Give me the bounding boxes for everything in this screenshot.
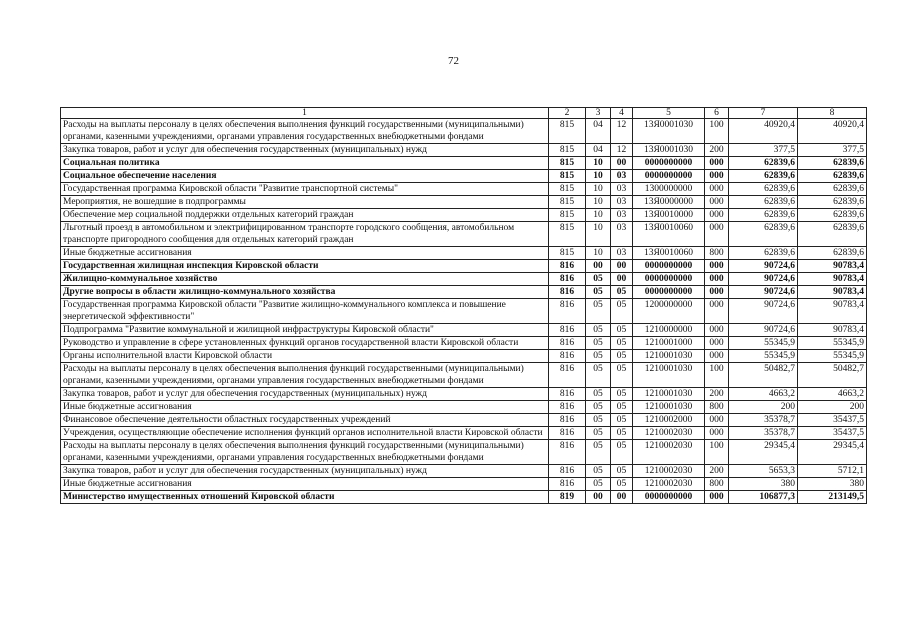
target-article-cell: 1210001000: [633, 337, 705, 350]
amount-year1-cell: 62839,6: [729, 247, 798, 260]
table-row: [61, 427, 867, 440]
table-row: [61, 299, 867, 324]
section-code-cell: 10: [586, 183, 611, 196]
subsection-code-cell: 00: [611, 273, 633, 286]
ministry-code-cell: 816: [549, 478, 586, 491]
item-name-cell: Государственная жилищная инспекция Кировской области: [61, 260, 549, 273]
item-name-cell: Иные бюджетные ассигнования: [61, 247, 549, 260]
expense-type-cell: 000: [705, 427, 729, 440]
item-name-cell: Закупка товаров, работ и услуг для обеспечения государственных (муниципальных) нужд: [61, 465, 549, 478]
header-cell: 3: [586, 108, 611, 119]
amount-year2-cell: 4663,2: [798, 388, 867, 401]
ministry-code-cell: 815: [549, 183, 586, 196]
subsection-code-cell: 00: [611, 260, 633, 273]
item-name-cell: Льготный проезд в автомобильном и электрифицированном транспорте городского сообщения, автомобильном транспорте пригородного сообщения для отдельных категорий граждан: [61, 222, 549, 247]
item-name-cell: Учреждения, осуществляющие обеспечение исполнения функций органов исполнительной власти Кировской области: [61, 427, 549, 440]
ministry-code-cell: 815: [549, 119, 586, 144]
ministry-code-cell: 819: [549, 491, 586, 504]
item-name-cell: Финансовое обеспечение деятельности областных государственных учреждений: [61, 414, 549, 427]
table-row: [61, 440, 867, 465]
amount-year2-cell: 62839,6: [798, 170, 867, 183]
target-article-cell: 0000000000: [633, 491, 705, 504]
subsection-code-cell: 05: [611, 440, 633, 465]
item-name-cell: Органы исполнительной власти Кировской области: [61, 350, 549, 363]
item-name-cell: Обеспечение мер социальной поддержки отдельных категорий граждан: [61, 209, 549, 222]
amount-year2-cell: 200: [798, 401, 867, 414]
section-code-cell: 10: [586, 170, 611, 183]
expense-type-cell: 000: [705, 209, 729, 222]
item-name-cell: Государственная программа Кировской области "Развитие транспортной системы": [61, 183, 549, 196]
item-name-cell: Расходы на выплаты персоналу в целях обеспечения выполнения функций государственными (муниципальными) органами, казенными учреждениями, органами управления государственных внебюджетными фондами: [61, 119, 549, 144]
amount-year2-cell: 62839,6: [798, 222, 867, 247]
section-code-cell: 10: [586, 196, 611, 209]
item-name-cell: Министерство имущественных отношений Кировской области: [61, 491, 549, 504]
target-article-cell: 13Я0010060: [633, 222, 705, 247]
header-cell: 2: [549, 108, 586, 119]
expense-type-cell: 800: [705, 478, 729, 491]
section-code-cell: 00: [586, 260, 611, 273]
page-number: 72: [448, 55, 459, 67]
section-code-cell: 05: [586, 286, 611, 299]
target-article-cell: 1210002030: [633, 465, 705, 478]
section-code-cell: 05: [586, 350, 611, 363]
amount-year2-cell: 5712,1: [798, 465, 867, 478]
table-row: [61, 401, 867, 414]
expense-type-cell: 100: [705, 440, 729, 465]
amount-year2-cell: 55345,9: [798, 337, 867, 350]
item-name-cell: Руководство и управление в сфере установленных функций органов государственной власти Кировской области: [61, 337, 549, 350]
ministry-code-cell: 816: [549, 440, 586, 465]
section-code-cell: 05: [586, 363, 611, 388]
item-name-cell: Расходы на выплаты персоналу в целях обеспечения выполнения функций государственными (муниципальными) органами, казенными учреждениями, органами управления государственных внебюджетными фондами: [61, 363, 549, 388]
expense-type-cell: 000: [705, 324, 729, 337]
item-name-cell: Социальная политика: [61, 157, 549, 170]
item-name-cell: Иные бюджетные ассигнования: [61, 401, 549, 414]
subsection-code-cell: 12: [611, 144, 633, 157]
table-row: [61, 491, 867, 504]
target-article-cell: 1210002030: [633, 478, 705, 491]
expense-type-cell: 200: [705, 465, 729, 478]
table-row: [61, 414, 867, 427]
expense-type-cell: 000: [705, 196, 729, 209]
target-article-cell: 0000000000: [633, 273, 705, 286]
subsection-code-cell: 00: [611, 491, 633, 504]
ministry-code-cell: 816: [549, 427, 586, 440]
target-article-cell: 0000000000: [633, 260, 705, 273]
target-article-cell: 0000000000: [633, 157, 705, 170]
amount-year1-cell: 35378,7: [729, 427, 798, 440]
amount-year2-cell: 29345,4: [798, 440, 867, 465]
section-code-cell: 05: [586, 478, 611, 491]
ministry-code-cell: 815: [549, 196, 586, 209]
header-cell: 7: [729, 108, 798, 119]
expense-type-cell: 800: [705, 247, 729, 260]
header-cell: 1: [61, 108, 549, 119]
header-cell: 8: [798, 108, 867, 119]
section-code-cell: 05: [586, 299, 611, 324]
expense-type-cell: 800: [705, 401, 729, 414]
subsection-code-cell: 03: [611, 196, 633, 209]
target-article-cell: 13Я0001030: [633, 144, 705, 157]
section-code-cell: 05: [586, 465, 611, 478]
subsection-code-cell: 03: [611, 209, 633, 222]
amount-year2-cell: 40920,4: [798, 119, 867, 144]
amount-year1-cell: 380: [729, 478, 798, 491]
amount-year1-cell: 62839,6: [729, 196, 798, 209]
amount-year1-cell: 377,5: [729, 144, 798, 157]
item-name-cell: Социальное обеспечение населения: [61, 170, 549, 183]
amount-year2-cell: 377,5: [798, 144, 867, 157]
amount-year2-cell: 62839,6: [798, 209, 867, 222]
table-row: [61, 465, 867, 478]
expense-type-cell: 000: [705, 286, 729, 299]
budget-table: [60, 107, 867, 504]
ministry-code-cell: 816: [549, 401, 586, 414]
expense-type-cell: 000: [705, 299, 729, 324]
subsection-code-cell: 05: [611, 350, 633, 363]
amount-year2-cell: 35437,5: [798, 414, 867, 427]
subsection-code-cell: 05: [611, 324, 633, 337]
subsection-code-cell: 05: [611, 337, 633, 350]
section-code-cell: 05: [586, 337, 611, 350]
ministry-code-cell: 816: [549, 388, 586, 401]
table-row: [61, 388, 867, 401]
section-code-cell: 05: [586, 273, 611, 286]
ministry-code-cell: 816: [549, 465, 586, 478]
amount-year1-cell: 106877,3: [729, 491, 798, 504]
ministry-code-cell: 816: [549, 363, 586, 388]
expense-type-cell: 000: [705, 337, 729, 350]
ministry-code-cell: 816: [549, 273, 586, 286]
subsection-code-cell: 05: [611, 363, 633, 388]
item-name-cell: Другие вопросы в области жилищно-коммунального хозяйства: [61, 286, 549, 299]
amount-year1-cell: 55345,9: [729, 350, 798, 363]
target-article-cell: 1210001030: [633, 350, 705, 363]
subsection-code-cell: 05: [611, 299, 633, 324]
amount-year2-cell: 62839,6: [798, 247, 867, 260]
table-row: [61, 273, 867, 286]
section-code-cell: 05: [586, 427, 611, 440]
subsection-code-cell: 00: [611, 157, 633, 170]
target-article-cell: 1210001030: [633, 401, 705, 414]
amount-year1-cell: 90724,6: [729, 273, 798, 286]
section-code-cell: 05: [586, 414, 611, 427]
item-name-cell: Иные бюджетные ассигнования: [61, 478, 549, 491]
table-row: [61, 337, 867, 350]
amount-year2-cell: 35437,5: [798, 427, 867, 440]
subsection-code-cell: 05: [611, 401, 633, 414]
amount-year1-cell: 29345,4: [729, 440, 798, 465]
section-code-cell: 05: [586, 401, 611, 414]
table-row: [61, 247, 867, 260]
expense-type-cell: 200: [705, 144, 729, 157]
amount-year2-cell: 90783,4: [798, 273, 867, 286]
target-article-cell: 1210000000: [633, 324, 705, 337]
item-name-cell: Закупка товаров, работ и услуг для обеспечения государственных (муниципальных) нужд: [61, 144, 549, 157]
ministry-code-cell: 815: [549, 157, 586, 170]
table-row: [61, 183, 867, 196]
item-name-cell: Государственная программа Кировской области "Развитие жилищно-коммунального комплекса и повышение энергетической эффективности": [61, 299, 549, 324]
expense-type-cell: 100: [705, 119, 729, 144]
target-article-cell: 13Я0010060: [633, 247, 705, 260]
header-cell: 6: [705, 108, 729, 119]
ministry-code-cell: 815: [549, 170, 586, 183]
amount-year1-cell: 4663,2: [729, 388, 798, 401]
amount-year2-cell: 90783,4: [798, 286, 867, 299]
target-article-cell: 1210002030: [633, 440, 705, 465]
subsection-code-cell: 05: [611, 478, 633, 491]
ministry-code-cell: 815: [549, 209, 586, 222]
subsection-code-cell: 05: [611, 465, 633, 478]
expense-type-cell: 200: [705, 388, 729, 401]
expense-type-cell: 000: [705, 157, 729, 170]
amount-year1-cell: 62839,6: [729, 157, 798, 170]
ministry-code-cell: 816: [549, 414, 586, 427]
item-name-cell: Подпрограмма "Развитие коммунальной и жилищной инфраструктуры Кировской области": [61, 324, 549, 337]
section-code-cell: 10: [586, 209, 611, 222]
subsection-code-cell: 03: [611, 183, 633, 196]
amount-year1-cell: 40920,4: [729, 119, 798, 144]
amount-year1-cell: 5653,3: [729, 465, 798, 478]
table-row: [61, 350, 867, 363]
ministry-code-cell: 816: [549, 299, 586, 324]
amount-year2-cell: 62839,6: [798, 157, 867, 170]
table-row: [61, 222, 867, 247]
amount-year1-cell: 50482,7: [729, 363, 798, 388]
expense-type-cell: 000: [705, 183, 729, 196]
expense-type-cell: 000: [705, 350, 729, 363]
header-row: [61, 108, 867, 119]
subsection-code-cell: 05: [611, 388, 633, 401]
table-row: [61, 286, 867, 299]
amount-year1-cell: 90724,6: [729, 299, 798, 324]
amount-year1-cell: 62839,6: [729, 209, 798, 222]
section-code-cell: 04: [586, 144, 611, 157]
target-article-cell: 1210001030: [633, 363, 705, 388]
target-article-cell: 1210001030: [633, 388, 705, 401]
subsection-code-cell: 03: [611, 247, 633, 260]
target-article-cell: 1210002030: [633, 427, 705, 440]
table-row: [61, 478, 867, 491]
amount-year1-cell: 62839,6: [729, 170, 798, 183]
ministry-code-cell: 816: [549, 260, 586, 273]
item-name-cell: Расходы на выплаты персоналу в целях обеспечения выполнения функций государственными (муниципальными) органами, казенными учреждениями, органами управления государственных внебюджетными фондами: [61, 440, 549, 465]
subsection-code-cell: 03: [611, 222, 633, 247]
subsection-code-cell: 05: [611, 427, 633, 440]
ministry-code-cell: 816: [549, 350, 586, 363]
subsection-code-cell: 05: [611, 286, 633, 299]
subsection-code-cell: 12: [611, 119, 633, 144]
expense-type-cell: 000: [705, 170, 729, 183]
section-code-cell: 05: [586, 440, 611, 465]
section-code-cell: 00: [586, 491, 611, 504]
amount-year2-cell: 62839,6: [798, 196, 867, 209]
target-article-cell: 1300000000: [633, 183, 705, 196]
section-code-cell: 05: [586, 324, 611, 337]
amount-year2-cell: 62839,6: [798, 183, 867, 196]
header-cell: 5: [633, 108, 705, 119]
expense-type-cell: 000: [705, 260, 729, 273]
amount-year1-cell: 35378,7: [729, 414, 798, 427]
ministry-code-cell: 816: [549, 337, 586, 350]
ministry-code-cell: 815: [549, 247, 586, 260]
table-row: [61, 170, 867, 183]
item-name-cell: Закупка товаров, работ и услуг для обеспечения государственных (муниципальных) нужд: [61, 388, 549, 401]
item-name-cell: Жилищно-коммунальное хозяйство: [61, 273, 549, 286]
table-row: [61, 144, 867, 157]
ministry-code-cell: 816: [549, 324, 586, 337]
ministry-code-cell: 815: [549, 144, 586, 157]
expense-type-cell: 100: [705, 363, 729, 388]
table-row: [61, 157, 867, 170]
expense-type-cell: 000: [705, 414, 729, 427]
ministry-code-cell: 815: [549, 222, 586, 247]
header-cell: 4: [611, 108, 633, 119]
target-article-cell: 1210002000: [633, 414, 705, 427]
expense-type-cell: 000: [705, 491, 729, 504]
amount-year1-cell: 90724,6: [729, 324, 798, 337]
section-code-cell: 10: [586, 157, 611, 170]
expense-type-cell: 000: [705, 222, 729, 247]
table-row: [61, 260, 867, 273]
target-article-cell: 0000000000: [633, 170, 705, 183]
amount-year2-cell: 380: [798, 478, 867, 491]
section-code-cell: 05: [586, 388, 611, 401]
amount-year2-cell: 55345,9: [798, 350, 867, 363]
table-row: [61, 324, 867, 337]
amount-year2-cell: 90783,4: [798, 260, 867, 273]
amount-year1-cell: 62839,6: [729, 222, 798, 247]
subsection-code-cell: 05: [611, 414, 633, 427]
table-row: [61, 209, 867, 222]
target-article-cell: 13Я0000000: [633, 196, 705, 209]
amount-year1-cell: 90724,6: [729, 260, 798, 273]
table-row: [61, 363, 867, 388]
item-name-cell: Мероприятия, не вошедшие в подпрограммы: [61, 196, 549, 209]
target-article-cell: 13Я0001030: [633, 119, 705, 144]
table-row: [61, 196, 867, 209]
amount-year2-cell: 90783,4: [798, 299, 867, 324]
expense-type-cell: 000: [705, 273, 729, 286]
section-code-cell: 10: [586, 247, 611, 260]
table-row: [61, 119, 867, 144]
amount-year1-cell: 90724,6: [729, 286, 798, 299]
amount-year2-cell: 90783,4: [798, 324, 867, 337]
target-article-cell: 13Я0010000: [633, 209, 705, 222]
amount-year2-cell: 213149,5: [798, 491, 867, 504]
subsection-code-cell: 03: [611, 170, 633, 183]
section-code-cell: 10: [586, 222, 611, 247]
target-article-cell: 0000000000: [633, 286, 705, 299]
amount-year1-cell: 200: [729, 401, 798, 414]
section-code-cell: 04: [586, 119, 611, 144]
amount-year1-cell: 55345,9: [729, 337, 798, 350]
amount-year1-cell: 62839,6: [729, 183, 798, 196]
target-article-cell: 1200000000: [633, 299, 705, 324]
amount-year2-cell: 50482,7: [798, 363, 867, 388]
ministry-code-cell: 816: [549, 286, 586, 299]
